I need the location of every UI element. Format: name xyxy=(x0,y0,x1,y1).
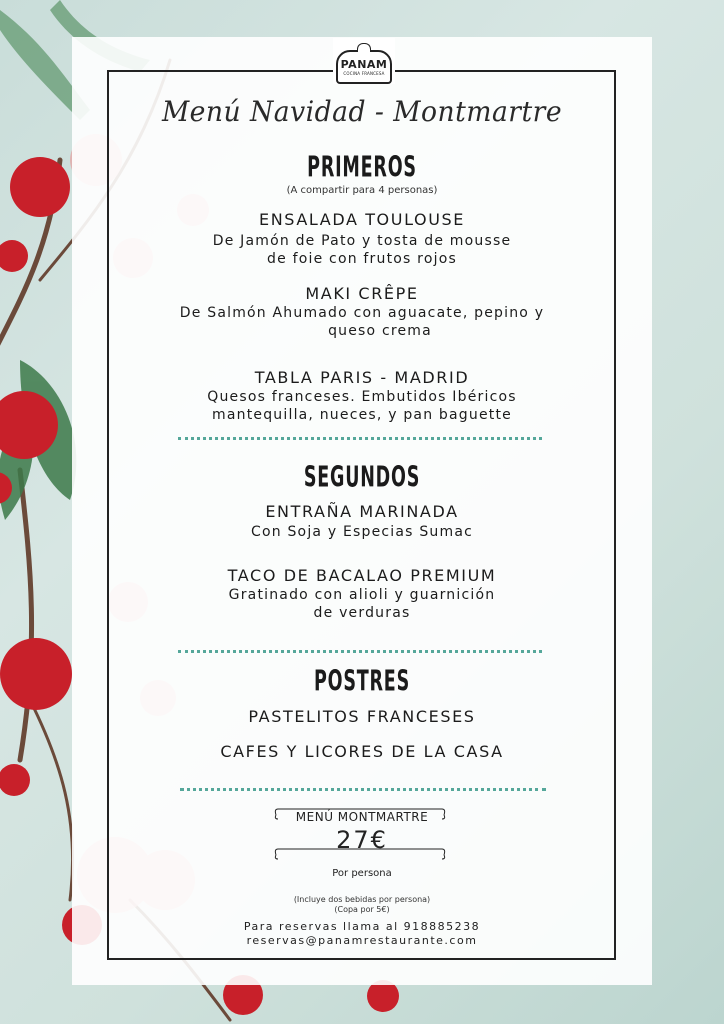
dish-description: Gratinado con alioli y guarnición xyxy=(228,587,496,603)
primeros-note: (A compartir para 4 personas) xyxy=(286,185,438,196)
dish-description: de verduras xyxy=(313,605,411,621)
price-value: 27€ xyxy=(336,826,388,854)
drinks-note: (Incluye dos bebidas por persona) xyxy=(293,895,431,904)
section-heading-segundos: SEGUNDOS xyxy=(303,459,421,494)
dish-name: TACO DE BACALAO PREMIUM xyxy=(227,566,497,585)
reservation-email[interactable]: reservas@panamrestaurante.com xyxy=(246,934,478,947)
price-label: MENÚ MONTMARTRE xyxy=(295,810,429,824)
divider-dots xyxy=(178,650,542,653)
dish-description: mantequilla, nueces, y pan baguette xyxy=(212,407,512,423)
logo-tagline: COCINA FRANCESA xyxy=(343,70,385,76)
dish-name: ENSALADA TOULOUSE xyxy=(259,210,465,229)
dish-name: MAKI CRÊPE xyxy=(305,284,419,303)
price-per-person: Por persona xyxy=(332,868,392,879)
menu-title: Menú Navidad - Montmartre xyxy=(161,95,563,128)
divider-dots xyxy=(180,788,546,791)
panam-logo xyxy=(333,38,395,84)
dish-description: De Jamón de Pato y tosta de mousse xyxy=(212,233,512,249)
dish-name: ENTRAÑA MARINADA xyxy=(265,502,459,521)
dish-description: queso crema xyxy=(328,323,432,339)
dish-description: Quesos franceses. Embutidos Ibéricos xyxy=(207,389,517,405)
dish-description: De Salmón Ahumado con aguacate, pepino y xyxy=(179,305,545,321)
dessert-item: PASTELITOS FRANCESES xyxy=(248,707,476,726)
glass-note: (Copa por 5€) xyxy=(334,905,390,914)
divider-dots xyxy=(178,437,542,440)
reservation-phone: Para reservas llama al 918885238 xyxy=(243,920,481,933)
dessert-item: CAFES Y LICORES DE LA CASA xyxy=(220,742,504,761)
dish-description: Con Soja y Especias Sumac xyxy=(251,524,473,540)
dish-description: de foie con frutos rojos xyxy=(267,251,457,267)
section-heading-postres: POSTRES xyxy=(314,663,410,698)
logo-name: PANAM xyxy=(340,57,388,71)
dish-name: TABLA PARIS - MADRID xyxy=(254,368,470,387)
section-heading-primeros: PRIMEROS xyxy=(307,149,417,184)
